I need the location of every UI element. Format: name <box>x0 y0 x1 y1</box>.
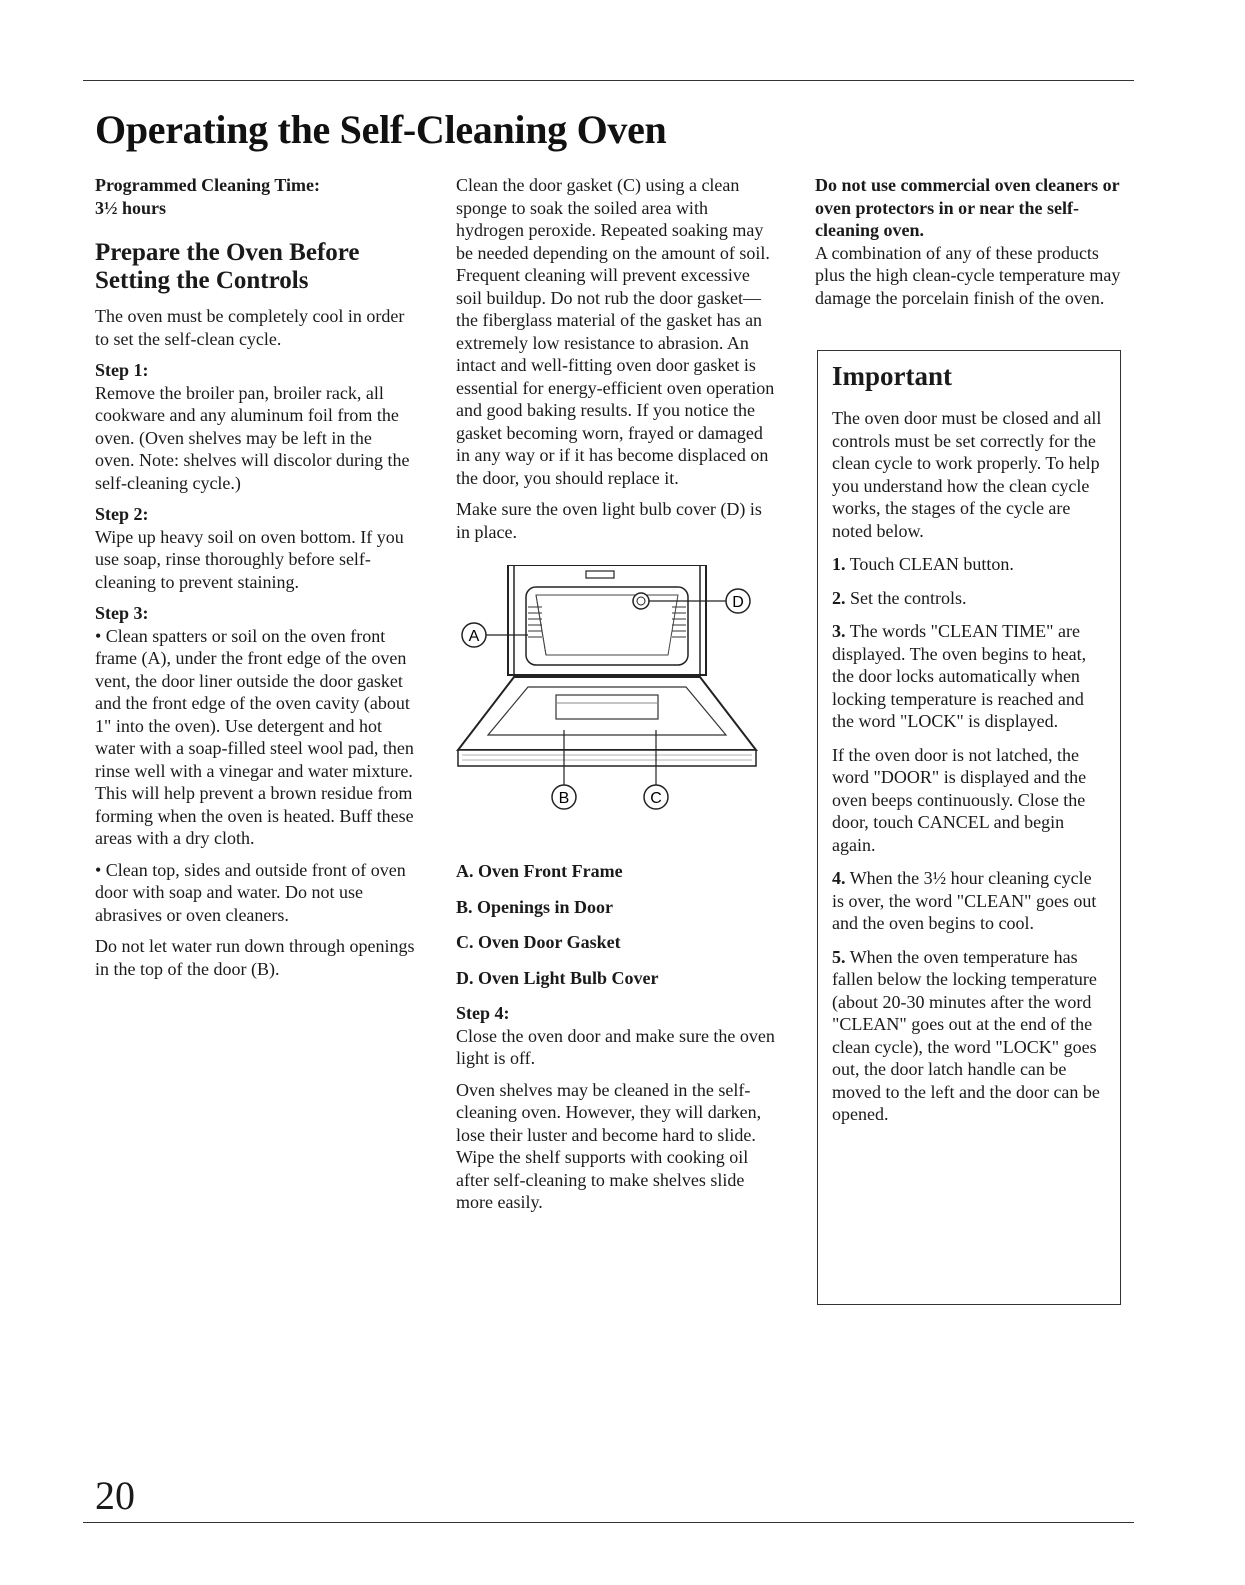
section-heading: Prepare the Oven Before Setting the Controls <box>95 239 360 294</box>
step4-label: Step 4: <box>456 1003 510 1023</box>
step3-water-note: Do not let water run down through openings in the top of the door (B). <box>95 936 415 979</box>
step3-bullet-2: • Clean top, sides and outside front of oven door with soap and water. Do not use abrasives or oven cleaners. <box>95 859 406 925</box>
warning-bold: Do not use commercial oven cleaners or oven protectors in or near the self-cleaning oven. <box>815 175 1120 240</box>
diagram-legend <box>456 860 776 989</box>
callout-d-label: D <box>732 594 744 611</box>
important-box <box>817 350 1121 1305</box>
step1-label: Step 1: <box>95 360 149 380</box>
item-number: 5. <box>832 946 846 967</box>
step3-label: Step 3: <box>95 603 149 623</box>
callout-c-label: C <box>650 790 662 807</box>
middle-column <box>456 174 776 1223</box>
top-rule <box>83 80 1134 81</box>
page-number: 20 <box>95 1473 135 1518</box>
right-column <box>815 174 1125 318</box>
important-intro: The oven door must be closed and all controls must be set correctly for the clean cycle to work properly. To help you understand how the clean cycle works, the stages of the cycle are noted below. <box>832 408 1102 541</box>
important-item-5 <box>832 946 1106 1126</box>
step3-bullet-1: • Clean spatters or soil on the oven front frame (A), under the front edge of the oven vent, the door liner outside the door gasket and the front edge of the oven cavity (about 1" into the oven). Use detergent and hot water with a soap-filled steel wool pad, then rinse well with a vinegar and water mixture. This will help prevent a brown residue from forming when the oven is heated. Buff these areas with a dry cloth. <box>95 625 414 848</box>
item-text: When the 3½ hour cleaning cycle is over, the word "CLEAN" goes out and the oven begins to cool. <box>832 868 1097 933</box>
legend-item-b: B. Openings in Door <box>456 896 614 917</box>
item-text: When the oven temperature has fallen below the locking temperature (about 20-30 minutes after the word "CLEAN" goes out at the end of the clean cycle), the word "LOCK" goes out, the door latch handle can be moved to the left and the door can be opened. <box>832 946 1100 1124</box>
legend-item-a: A. Oven Front Frame <box>456 861 623 881</box>
bulb-cover-text: Make sure the oven light bulb cover (D) is in place. <box>456 499 762 542</box>
step2-label: Step 2: <box>95 504 149 524</box>
gasket-text: Clean the door gasket (C) using a clean sponge to soak the soiled area with hydrogen peroxide. Repeated soaking may be needed depending on the amount of soil. Frequent cleaning will prevent excessive soil buildup. Do not rub the door gasket—the fiberglass material of the gasket has an extremely low resistance to abrasion. An intact and well-fitting oven door gasket is essential for energy-efficient oven operation and good baking results. If you notice the gasket becoming worn, frayed or damaged in any way or if it has become displaced on the door, you should replace it. <box>456 175 775 488</box>
step2-text: Wipe up heavy soil on oven bottom. If you use soap, rinse thoroughly before self-cleaning to prevent staining. <box>95 526 404 592</box>
programmed-time-label: Programmed Cleaning Time: <box>95 175 320 195</box>
programmed-time-value: 3½ hours <box>95 197 167 218</box>
item-number: 4. <box>832 868 846 888</box>
callout-b-label: B <box>558 790 570 807</box>
item-number: 3. <box>832 621 846 641</box>
left-column <box>95 174 415 989</box>
bottom-rule <box>83 1522 1134 1523</box>
callout-a-label: A <box>468 628 480 645</box>
important-item-4 <box>832 867 1106 935</box>
important-item-1 <box>832 553 1106 576</box>
page-title: Operating the Self-Cleaning Oven <box>95 107 667 152</box>
step1-text: Remove the broiler pan, broiler rack, all cookware and any aluminum foil from the oven. (Oven shelves may be left in the oven. Note: shelves will discolor during the self-cleaning cycle.) <box>95 382 410 493</box>
important-item-2 <box>832 587 1106 610</box>
shelves-text: Oven shelves may be cleaned in the self-cleaning oven. However, they will darken, lose their luster and become hard to slide. Wipe the shelf supports with cooking oil after self-cleaning to make shelves slide more easily. <box>456 1079 762 1212</box>
legend-item-d: D. Oven Light Bulb Cover <box>456 967 659 988</box>
important-door-note: If the oven door is not latched, the word "DOOR" is displayed and the oven beeps continuously. Close the door, touch CANCEL and begin again. <box>832 744 1087 855</box>
item-text: The words "CLEAN TIME" are displayed. The oven begins to heat, the door locks automatically when locking temperature is reached and the word "LOCK" is displayed. <box>832 621 1087 731</box>
item-number: 1. <box>832 554 846 574</box>
oven-illustration <box>456 565 766 830</box>
warning-text: A combination of any of these products plus the high clean-cycle temperature may damage the porcelain finish of the oven. <box>815 242 1121 308</box>
legend-item-c: C. Oven Door Gasket <box>456 932 621 952</box>
item-text: Set the controls. <box>850 587 967 608</box>
intro-text: The oven must be completely cool in order to set the self-clean cycle. <box>95 306 405 349</box>
item-text: Touch CLEAN button. <box>849 554 1014 574</box>
important-item-3 <box>832 620 1106 733</box>
item-number: 2. <box>832 587 846 608</box>
oven-diagram <box>456 565 766 830</box>
important-heading: Important <box>832 361 952 391</box>
step4-text: Close the oven door and make sure the oven light is off. <box>456 1025 775 1068</box>
